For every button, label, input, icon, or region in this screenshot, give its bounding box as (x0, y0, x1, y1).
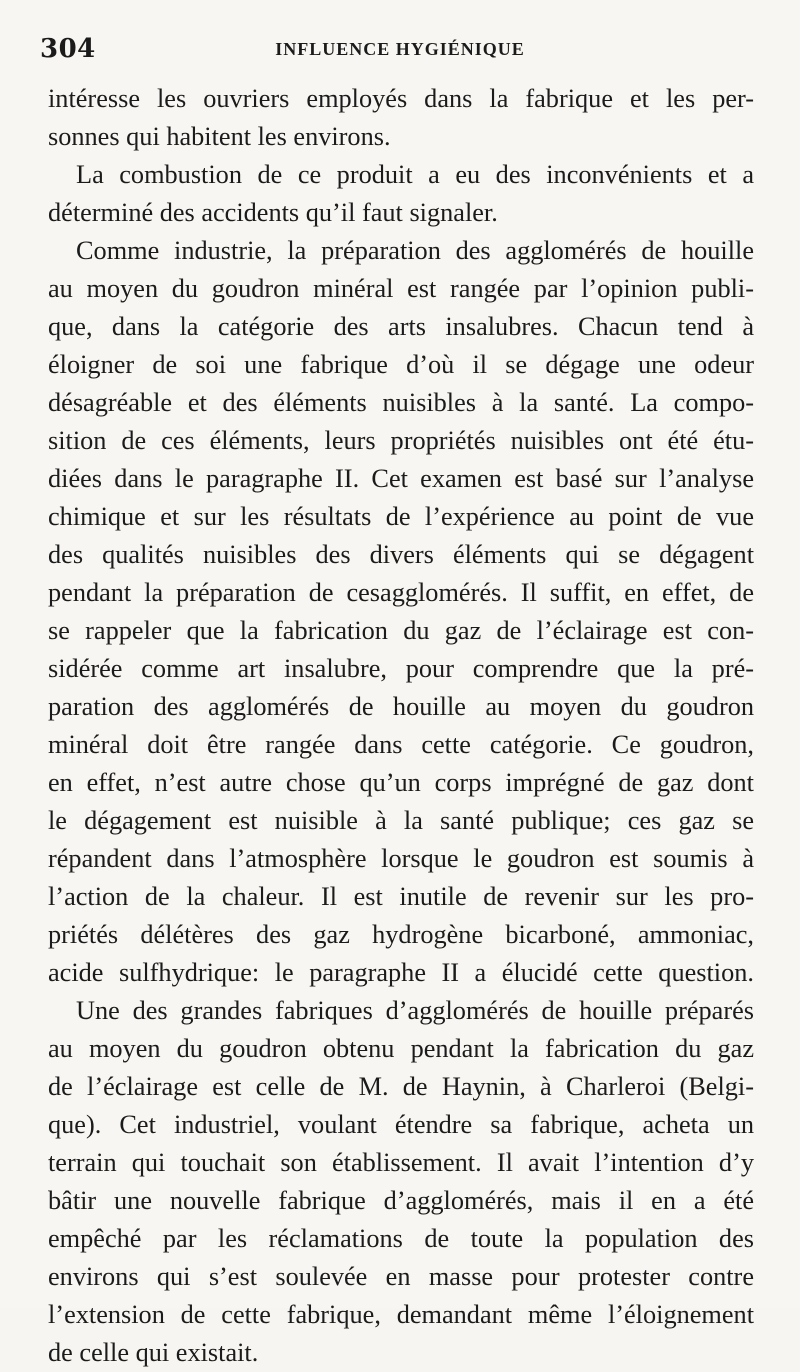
text-line: de l’éclairage est celle de M. de Haynin, à Charleroi (Belgi- (48, 1072, 754, 1101)
text-line: paration des agglomérés de houille au moyen du goudron (48, 692, 754, 721)
text-line: chimique et sur les résultats de l’expérience au point de vue (48, 502, 754, 531)
text-line: éloigner de soi une fabrique d’où il se dégage une odeur (48, 350, 754, 379)
text-line: intéresse les ouvriers employés dans la fabrique et les per- (48, 84, 754, 113)
text-line: que). Cet industriel, voulant étendre sa fabrique, acheta un (48, 1110, 754, 1139)
text-line: au moyen du goudron minéral est rangée par l’opinion publi- (48, 274, 754, 303)
text-line: au moyen du goudron obtenu pendant la fabrication du gaz (48, 1034, 754, 1063)
page-number: 304 (40, 34, 96, 64)
text-line: Une des grandes fabriques d’agglomérés de houille préparés (76, 996, 754, 1025)
text-line: La combustion de ce produit a eu des inconvénients et a (76, 160, 754, 189)
text-line: bâtir une nouvelle fabrique d’agglomérés, mais il en a été (48, 1186, 754, 1215)
text-line: minéral doit être rangée dans cette catégorie. Ce goudron, (48, 730, 754, 759)
text-line: sition de ces éléments, leurs propriétés nuisibles ont été étu- (48, 426, 754, 455)
text-line: l’action de la chaleur. Il est inutile de revenir sur les pro- (48, 882, 754, 911)
text-line: de celle qui existait. (48, 1338, 259, 1367)
text-line: en effet, n’est autre chose qu’un corps imprégné de gaz dont (48, 768, 754, 797)
text-line: terrain qui touchait son établissement. Il avait l’intention d’y (48, 1148, 754, 1177)
text-line: répandent dans l’atmosphère lorsque le goudron est soumis à (48, 844, 754, 873)
text-line: acide sulfhydrique: le paragraphe II a élucidé cette question. (48, 958, 754, 987)
running-title: INFLUENCE HYGIÉNIQUE (275, 39, 525, 59)
text-line: sonnes qui habitent les environs. (48, 122, 391, 151)
text-line: que, dans la catégorie des arts insalubres. Chacun tend à (48, 312, 754, 341)
text-line: se rappeler que la fabrication du gaz de l’éclairage est con- (48, 616, 754, 645)
text-line: sidérée comme art insalubre, pour comprendre que la pré- (48, 654, 754, 683)
text-line: environs qui s’est soulevée en masse pour protester contre (48, 1262, 754, 1291)
text-line: déterminé des accidents qu’il faut signaler. (48, 198, 498, 227)
text-line: priétés délétères des gaz hydrogène bicarboné, ammoniac, (48, 920, 754, 949)
text-line: diées dans le paragraphe II. Cet examen est basé sur l’analyse (48, 464, 754, 493)
text-line: empêché par les réclamations de toute la population des (48, 1224, 754, 1253)
text-line: l’extension de cette fabrique, demandant même l’éloignement (48, 1300, 754, 1329)
text-line: des qualités nuisibles des divers éléments qui se dégagent (48, 540, 754, 569)
body-text (48, 80, 754, 1372)
text-line: pendant la préparation de cesagglomérés. Il suffit, en effet, de (48, 578, 754, 607)
page-header (40, 34, 760, 64)
text-line: le dégagement est nuisible à la santé publique; ces gaz se (48, 806, 754, 835)
text-line: désagréable et des éléments nuisibles à la santé. La compo- (48, 388, 754, 417)
text-line: Comme industrie, la préparation des agglomérés de houille (76, 236, 754, 265)
